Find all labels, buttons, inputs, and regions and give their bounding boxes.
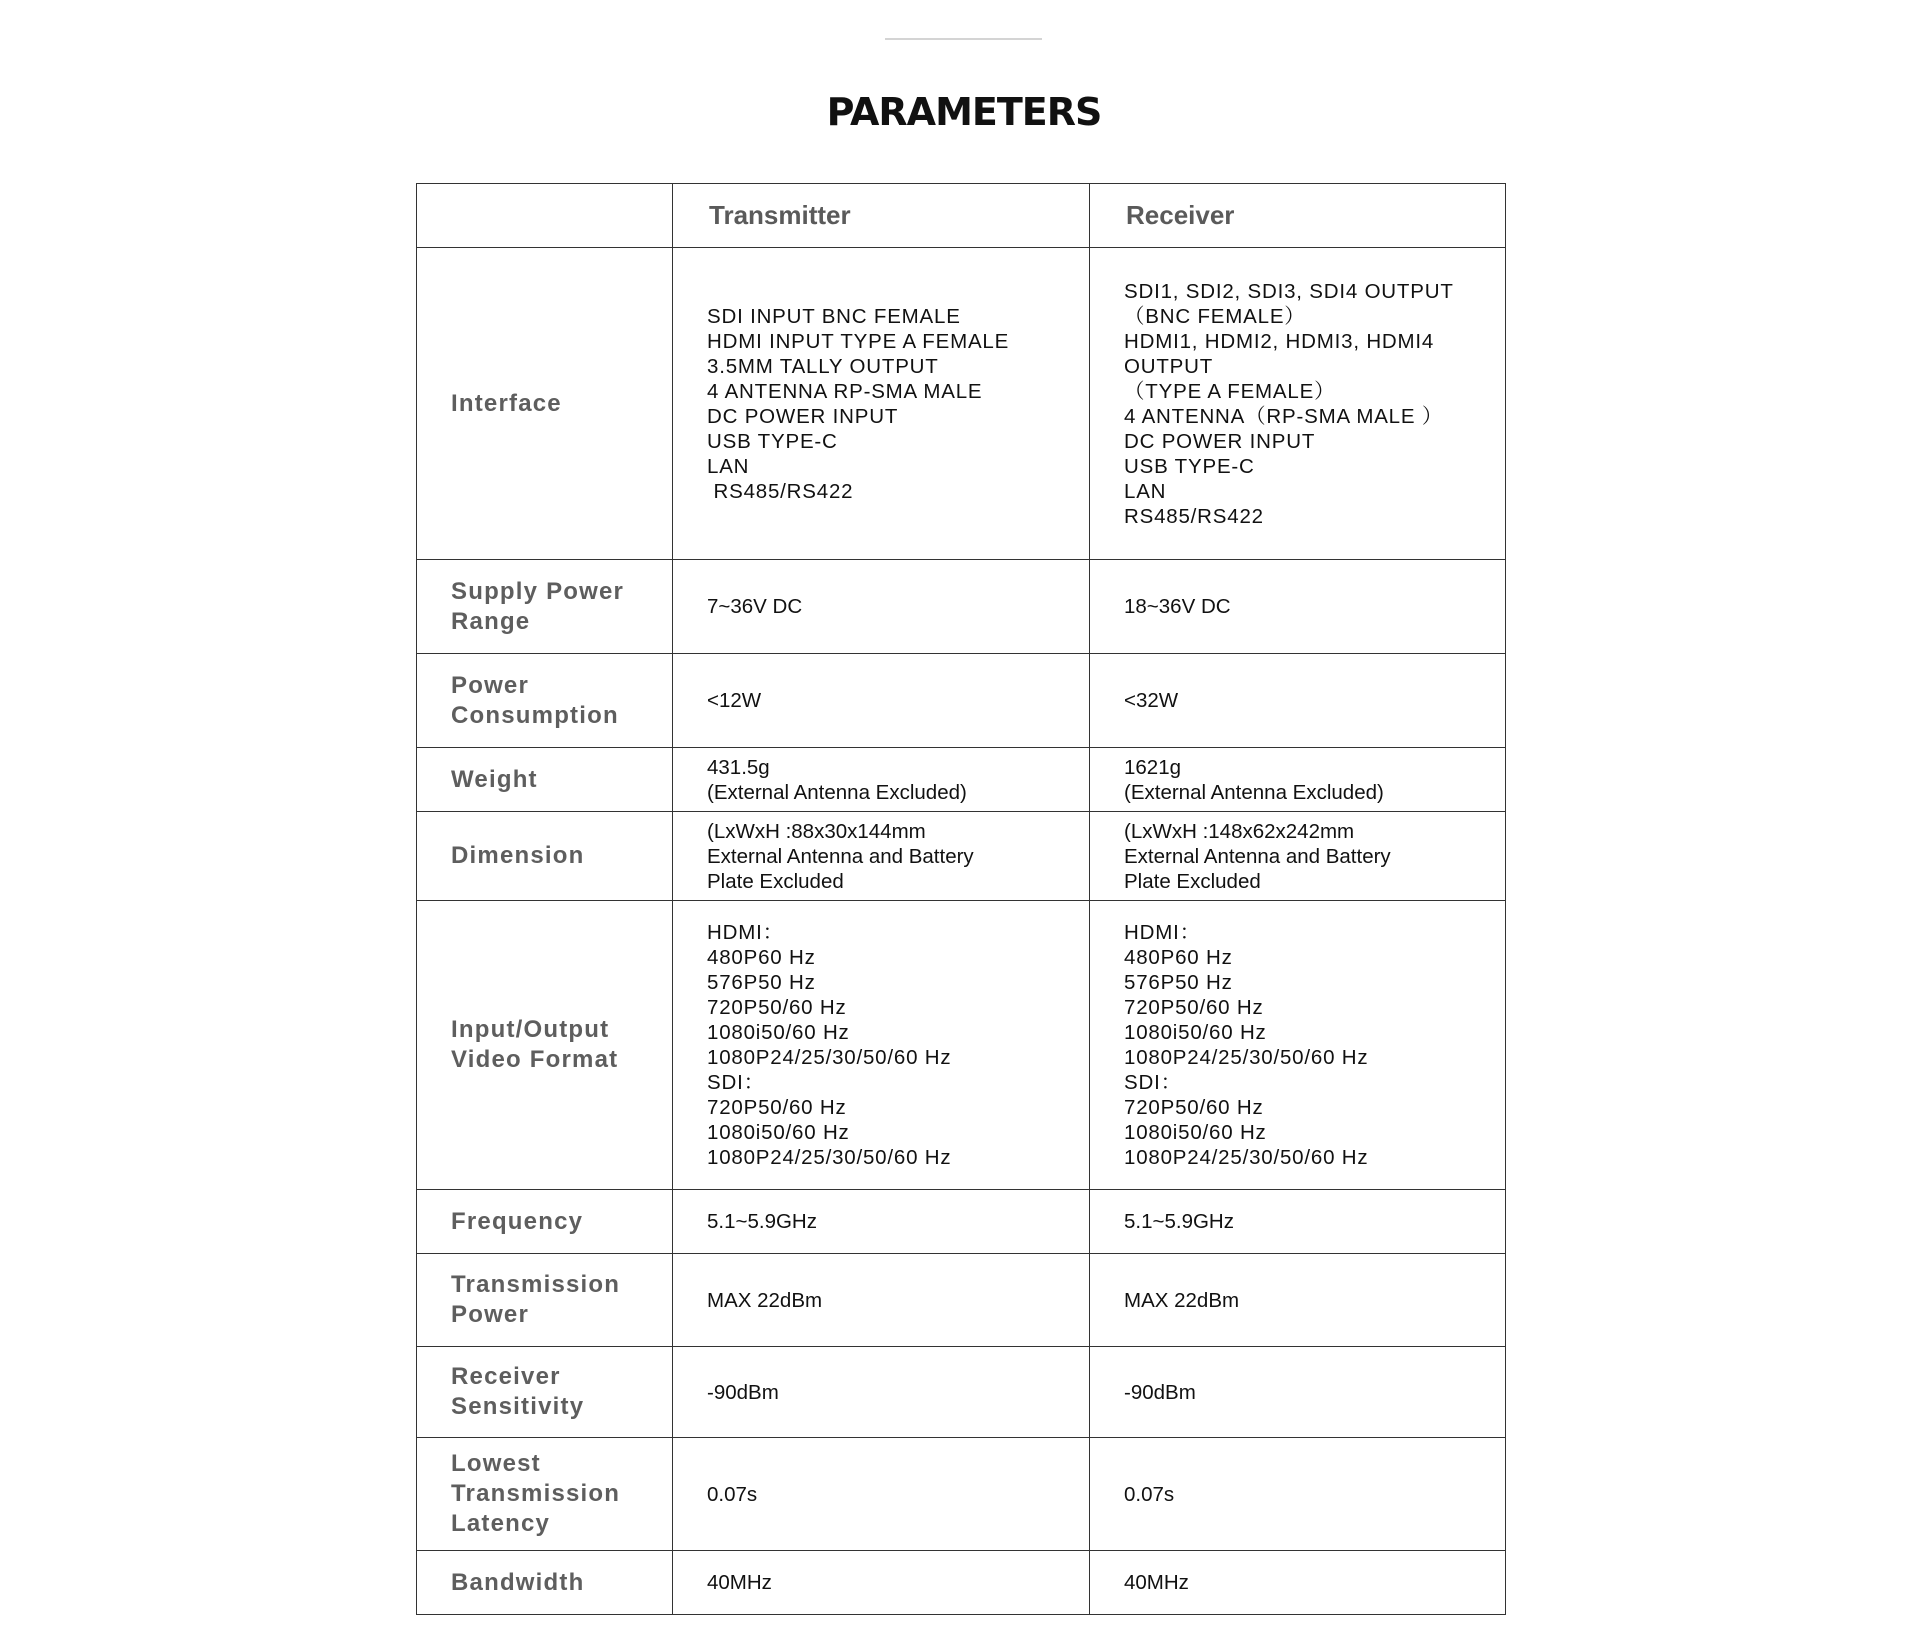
receiver-value	[1090, 901, 1506, 1190]
value-line: 40MHz	[707, 1571, 772, 1594]
row-latency	[417, 1438, 1506, 1551]
value-line: 576P50 Hz	[1124, 971, 1233, 994]
value-line: SDI1, SDI2, SDI3, SDI4 OUTPUT	[1124, 279, 1454, 303]
value-line: 720P50/60 Hz	[707, 996, 847, 1019]
row-label: Receiver Sensitivity	[417, 1347, 673, 1438]
value-line: 5.1~5.9GHz	[707, 1210, 817, 1233]
row-label: Dimension	[417, 812, 673, 901]
value-line: 1080i50/60 Hz	[1124, 1021, 1267, 1044]
value-line: 1621g	[1124, 755, 1182, 779]
row-dimension	[417, 812, 1506, 901]
value-line: 720P50/60 Hz	[1124, 996, 1264, 1019]
row-weight	[417, 748, 1506, 812]
value-line: SDI：	[1124, 1071, 1182, 1094]
value-line: 4 ANTENNA（RP-SMA MALE ）	[1124, 404, 1444, 428]
parameters-table	[416, 183, 1506, 1615]
value-line: DC POWER INPUT	[707, 404, 899, 428]
value-line: External Antenna and Battery	[707, 844, 974, 868]
value-line: HDMI：	[707, 921, 784, 944]
receiver-value	[1090, 560, 1506, 654]
row-label: Weight	[417, 748, 673, 812]
receiver-value	[1090, 812, 1506, 901]
row-label: Lowest Transmission Latency	[417, 1438, 673, 1551]
transmitter-value	[673, 812, 1090, 901]
row-label: Supply Power Range	[417, 560, 673, 654]
value-line: <12W	[707, 689, 762, 712]
value-line: 576P50 Hz	[707, 971, 816, 994]
row-label: Transmission Power	[417, 1254, 673, 1347]
value-line: 1080i50/60 Hz	[1124, 1121, 1267, 1144]
value-line: DC POWER INPUT	[1124, 429, 1316, 453]
value-line: HDMI：	[1124, 921, 1201, 944]
value-line: 3.5MM TALLY OUTPUT	[707, 354, 939, 378]
row-transmission-power	[417, 1254, 1506, 1347]
row-receiver-sensitivity	[417, 1347, 1506, 1438]
transmitter-value	[673, 1254, 1090, 1347]
value-line: 480P60 Hz	[1124, 946, 1233, 969]
receiver-value	[1090, 1347, 1506, 1438]
value-line: (LxWxH :148x62x242mm	[1124, 819, 1355, 843]
value-line: 7~36V DC	[707, 595, 803, 618]
receiver-value	[1090, 1551, 1506, 1615]
value-line: 0.07s	[707, 1482, 758, 1506]
value-line: 431.5g	[707, 755, 770, 779]
row-label: Frequency	[417, 1190, 673, 1254]
value-line: LAN	[707, 454, 750, 478]
row-bandwidth	[417, 1551, 1506, 1615]
value-line: 1080P24/25/30/50/60 Hz	[707, 1146, 952, 1169]
row-frequency	[417, 1190, 1506, 1254]
row-supply-power-range	[417, 560, 1506, 654]
value-line: （TYPE A FEMALE）	[1124, 379, 1336, 403]
value-line: 1080i50/60 Hz	[707, 1021, 850, 1044]
receiver-value	[1090, 1254, 1506, 1347]
value-line: USB TYPE-C	[707, 429, 838, 453]
value-line: 1080i50/60 Hz	[707, 1121, 850, 1144]
value-line: -90dBm	[707, 1380, 779, 1404]
value-line: HDMI1, HDMI2, HDMI3, HDMI4	[1124, 329, 1435, 353]
row-power-consumption	[417, 654, 1506, 748]
value-line: 18~36V DC	[1124, 595, 1231, 618]
value-line: 720P50/60 Hz	[707, 1096, 847, 1119]
value-line: OUTPUT	[1124, 354, 1214, 378]
value-line: (External Antenna Excluded)	[1124, 780, 1384, 804]
value-line: Plate Excluded	[707, 869, 844, 893]
table-header-row	[417, 184, 1506, 248]
value-line: External Antenna and Battery	[1124, 844, 1391, 868]
value-line: 0.07s	[1124, 1482, 1175, 1506]
row-label: Bandwidth	[417, 1551, 673, 1615]
transmitter-value	[673, 901, 1090, 1190]
value-line: （BNC FEMALE）	[1124, 304, 1306, 328]
value-line: (LxWxH :88x30x144mm	[707, 819, 926, 843]
value-line: LAN	[1124, 479, 1167, 503]
receiver-value	[1090, 654, 1506, 748]
value-line: SDI：	[707, 1071, 765, 1094]
value-line: RS485/RS422	[1124, 504, 1264, 528]
value-line: (External Antenna Excluded)	[707, 780, 967, 804]
transmitter-value	[673, 1190, 1090, 1254]
value-line: 1080P24/25/30/50/60 Hz	[1124, 1046, 1369, 1069]
top-divider	[885, 38, 1042, 40]
receiver-value	[1090, 1190, 1506, 1254]
header-label-cell	[417, 184, 673, 248]
row-label: Input/Output Video Format	[417, 901, 673, 1190]
value-line: <32W	[1124, 689, 1179, 712]
row-label: Interface	[417, 248, 673, 560]
value-line: 40MHz	[1124, 1571, 1189, 1594]
receiver-value	[1090, 1438, 1506, 1551]
value-line: MAX 22dBm	[1124, 1288, 1240, 1312]
value-line: Plate Excluded	[1124, 869, 1261, 893]
row-video-format	[417, 901, 1506, 1190]
receiver-value	[1090, 748, 1506, 812]
value-line: MAX 22dBm	[707, 1288, 823, 1312]
value-line: 4 ANTENNA RP-SMA MALE	[707, 379, 983, 403]
page-title: PARAMETERS	[826, 90, 1102, 134]
value-line: SDI INPUT BNC FEMALE	[707, 304, 961, 328]
value-line: 1080P24/25/30/50/60 Hz	[1124, 1146, 1369, 1169]
receiver-value	[1090, 248, 1506, 560]
row-interface	[417, 248, 1506, 560]
transmitter-value	[673, 748, 1090, 812]
value-line: 480P60 Hz	[707, 946, 816, 969]
value-line: RS485/RS422	[707, 479, 854, 503]
value-line: -90dBm	[1124, 1380, 1196, 1404]
transmitter-value	[673, 1551, 1090, 1615]
transmitter-value	[673, 1347, 1090, 1438]
value-line: 720P50/60 Hz	[1124, 1096, 1264, 1119]
transmitter-value	[673, 654, 1090, 748]
transmitter-value	[673, 1438, 1090, 1551]
value-line: 5.1~5.9GHz	[1124, 1210, 1234, 1233]
header-receiver: Receiver	[1090, 184, 1506, 248]
value-line: 1080P24/25/30/50/60 Hz	[707, 1046, 952, 1069]
value-line: USB TYPE-C	[1124, 454, 1255, 478]
value-line: HDMI INPUT TYPE A FEMALE	[707, 329, 1010, 353]
transmitter-value	[673, 560, 1090, 654]
header-transmitter: Transmitter	[673, 184, 1090, 248]
row-label: Power Consumption	[417, 654, 673, 748]
transmitter-value	[673, 248, 1090, 560]
